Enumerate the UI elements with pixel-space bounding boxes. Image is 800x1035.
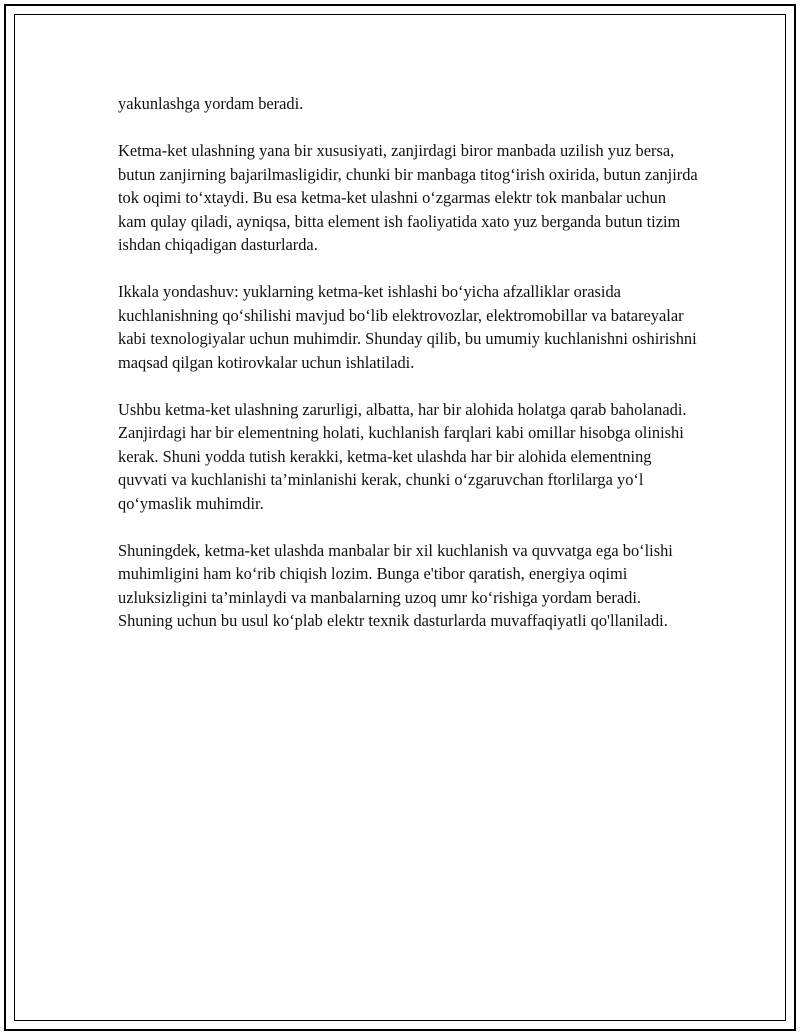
paragraph-4: Ushbu ketma-ket ulashning zarurligi, albatta, har bir alohida holatga qarab baholanadi. Zanjirdagi har bir elementning holati, kuchlanish farqlari kabi omillar hisobga olinishi kerak. Shuni yodda tutish kerakki, ketma-ket ulashda har bir alohida elementning quvvati va kuchlanishi ta’minlanishi kerak, chunki o‘zgaruvchan ftorlilarga yo‘l qo‘ymaslik muhimdir. — [118, 399, 687, 513]
paragraph-2: Ketma-ket ulashning yana bir xususiyati, zanjirdagi biror manbada uzilish yuz bersa, butun zanjirning bajarilmasligidir, chunki bir manbaga titog‘irish oxirida, butun zanjirda tok oqimi to‘xtaydi. Bu esa ketma-ket ulashni o‘zgarmas elektr tok manbalar uchun kam qulay qiladi, ayniqsa, bitta element ish faoliyatida xato yuz berganda butun tizim ishdan chiqadigan dasturlarda. — [118, 141, 698, 254]
paragraph-3: Ikkala yondashuv: yuklarning ketma-ket ishlashi bo‘yicha afzalliklar orasida kuchlanishning qo‘shilishi mavjud bo‘lib elektrovozlar, elektromobillar va batareyalar kabi texnologiyalar uchun muhimdir. Shunday qilib, bu umumiy kuchlanishni oshirishni maqsad qilgan kotirovkalar uchun ishlatiladi. — [118, 282, 697, 372]
document-body — [118, 92, 698, 656]
paragraph-1: yakunlashga yordam beradi. — [118, 94, 304, 113]
paragraph-5: Shuningdek, ketma-ket ulashda manbalar bir xil kuchlanish va quvvatga ega bo‘lishi muhimligini ham ko‘rib chiqish lozim. Bunga e'tibor qaratish, energiya oqimi uzluksizligini ta’minlaydi va manbalarning uzoq umr ko‘rishiga yordam beradi. Shuning uchun bu usul ko‘plab elektr texnik dasturlarda muvaffaqiyatli qo'llaniladi. — [118, 540, 673, 630]
